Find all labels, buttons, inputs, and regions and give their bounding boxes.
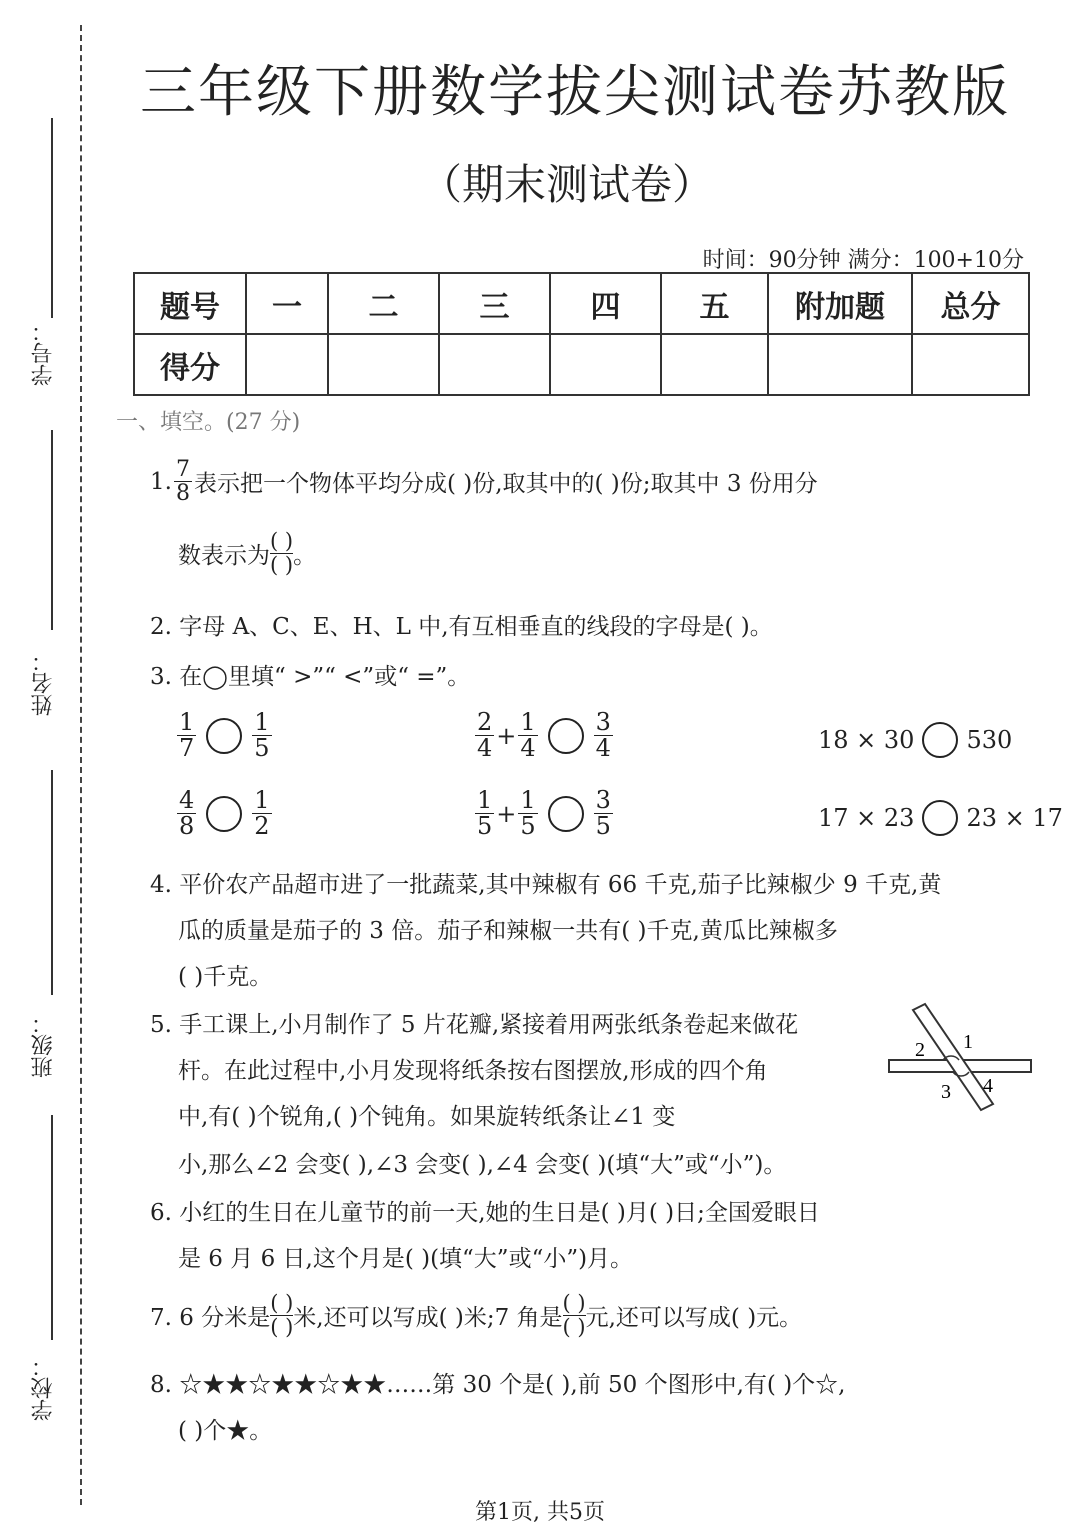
question-7-text-c: 元,还可以写成( )元。	[585, 1305, 803, 1332]
score-header-cell: 五	[661, 273, 768, 334]
score-cell[interactable]	[661, 334, 768, 395]
compare-item-d: $\frac{4}{8}$ $\frac{1}{2}$	[179, 786, 270, 841]
compare-circle[interactable]	[548, 718, 584, 754]
question-1-line2	[178, 530, 316, 577]
score-header-cell: 三	[439, 273, 550, 334]
question-7	[150, 1292, 802, 1339]
question-2: 2. 字母 A、C、E、H、L 中,有互相垂直的线段的字母是( )。	[150, 614, 773, 640]
score-table-score-row	[134, 334, 1029, 395]
compare-circle[interactable]	[206, 718, 242, 754]
fraction: $\frac{7}{8}$	[175, 457, 190, 507]
page-footer: 第1页, 共5页	[475, 1500, 605, 1525]
name-rule	[51, 430, 53, 630]
question-7-text-b: 米,还可以写成( )米;7 角是	[293, 1305, 563, 1332]
crossed-strips-diagram	[885, 1000, 1035, 1115]
score-cell[interactable]	[439, 334, 550, 395]
question-7-text-a: 7. 6 分米是	[150, 1305, 271, 1332]
question-1	[150, 458, 818, 505]
score-table-header-row	[134, 273, 1029, 334]
angle-label-1: 1	[963, 1031, 973, 1053]
question-4-line2: 瓜的质量是茄子的 3 倍。茄子和辣椒一共有( )千克,黄瓜比辣椒多	[178, 918, 838, 944]
question-1-line2-text: 数表示为	[178, 543, 270, 570]
answer-fraction-blank[interactable]: ( ) ( )	[270, 1291, 294, 1340]
score-header-cell: 题号	[134, 273, 246, 334]
expression: 18 × 30	[818, 726, 915, 754]
score-header-cell: 一	[246, 273, 328, 334]
student-id-label: 学号：	[31, 320, 56, 386]
expression: 17 × 23	[818, 804, 915, 832]
question-number: 1.	[150, 468, 172, 495]
question-1-text: 表示把一个物体平均分成( )份,取其中的( )份;取其中 3 份用分	[193, 471, 818, 498]
diagonal-strip	[913, 1004, 993, 1110]
answer-fraction-blank[interactable]: ( ) ( )	[562, 1291, 586, 1340]
compare-item-a: $\frac{1}{7}$ $\frac{1}{5}$	[179, 708, 270, 763]
compare-item-f	[818, 800, 1063, 836]
exam-meta: 时间：90分钟 满分：100+10分	[702, 248, 1024, 273]
score-cell[interactable]	[550, 334, 661, 395]
page-subtitle: （期末测试卷）	[420, 160, 715, 209]
school-rule	[51, 1115, 53, 1340]
page-title: 三年级下册数学拔尖测试卷苏教版	[140, 60, 1010, 125]
answer-fraction-blank[interactable]: ( ) ( )	[270, 529, 294, 578]
expression: 23 × 17	[966, 804, 1063, 832]
class-label: 班级：	[31, 1012, 56, 1078]
score-header-cell: 四	[550, 273, 661, 334]
question-5-line2: 杆。在此过程中,小月发现将纸条按右图摆放,形成的四个角	[178, 1058, 768, 1084]
question-6-line1: 6. 小红的生日在儿童节的前一天,她的生日是( )月( )日;全国爱眼日	[150, 1200, 820, 1226]
question-5-line1: 5. 手工课上,小月制作了 5 片花瓣,紧接着用两张纸条卷起来做花	[150, 1012, 799, 1038]
score-cell[interactable]	[912, 334, 1029, 395]
question-5-line4: 小,那么∠2 会变( ),∠3 会变( ),∠4 会变( )(填“大”或“小”)。	[178, 1152, 787, 1178]
binding-dashed-line	[80, 25, 82, 1505]
expression: 530	[966, 726, 1013, 754]
question-4-line1: 4. 平价农产品超市进了一批蔬菜,其中辣椒有 66 千克,茄子比辣椒少 9 千克,黄	[150, 872, 942, 898]
angle-label-3: 3	[941, 1081, 951, 1103]
score-header-cell: 总分	[912, 273, 1029, 334]
class-rule	[51, 770, 53, 995]
school-label: 学校：	[31, 1355, 56, 1421]
name-label: 姓名：	[31, 650, 56, 716]
score-cell[interactable]	[328, 334, 439, 395]
score-row-label: 得分	[134, 334, 246, 395]
score-cell[interactable]	[246, 334, 328, 395]
question-8-line1: 8. ☆★★☆★★☆★★……第 30 个是( ),前 50 个图形中,有( )个☆,	[150, 1372, 846, 1398]
score-header-cell: 附加题	[768, 273, 912, 334]
angle-label-4: 4	[983, 1075, 993, 1097]
punctuation: 。	[293, 543, 317, 570]
question-6-line2: 是 6 月 6 日,这个月是( )(填“大”或“小”)月。	[178, 1246, 634, 1272]
question-4-line3: ( )千克。	[178, 964, 273, 990]
section-heading-fill-blank: 一、填空。(27 分)	[116, 410, 301, 435]
question-3: 3. 在◯里填“ >”“ <”或“ =”。	[150, 664, 471, 690]
score-cell[interactable]	[768, 334, 912, 395]
compare-item-e: $\frac{1}{5}$ + $\frac{1}{5}$ $\frac{3}{5}$	[477, 786, 611, 841]
score-header-cell: 二	[328, 273, 439, 334]
angle-label-2: 2	[915, 1039, 925, 1061]
compare-circle[interactable]	[922, 800, 958, 836]
compare-circle[interactable]	[206, 796, 242, 832]
compare-circle[interactable]	[548, 796, 584, 832]
question-5-line3: 中,有( )个锐角,( )个钝角。如果旋转纸条让∠1 变	[178, 1104, 676, 1130]
plus-sign: +	[496, 799, 517, 828]
question-8-line2: ( )个★。	[178, 1418, 273, 1444]
compare-item-c	[818, 722, 1012, 758]
compare-item-b: $\frac{2}{4}$ + $\frac{1}{4}$ $\frac{3}{4}$	[477, 708, 611, 763]
student-id-rule	[51, 118, 53, 318]
score-table	[133, 272, 1030, 396]
compare-circle[interactable]	[922, 722, 958, 758]
plus-sign: +	[496, 721, 517, 750]
